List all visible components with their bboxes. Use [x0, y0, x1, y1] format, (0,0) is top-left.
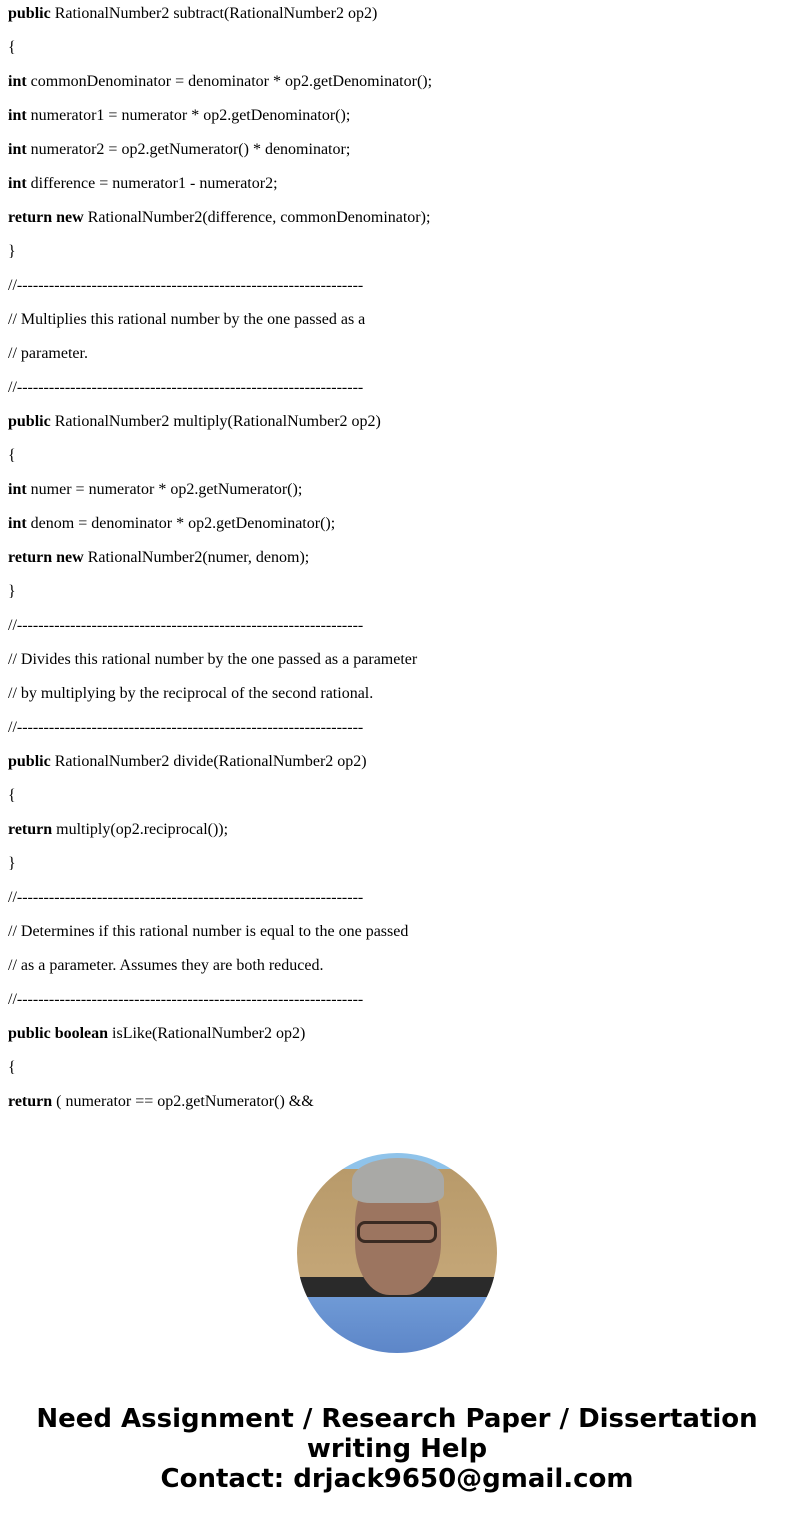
code-line	[8, 235, 432, 269]
code-line	[8, 201, 432, 235]
keyword: return	[8, 1093, 53, 1110]
hair	[352, 1158, 444, 1203]
code-text: //-----------------------------------------------------------------	[8, 617, 364, 634]
code-line	[8, 99, 432, 133]
code-text: numerator1 = numerator * op2.getDenominator();	[26, 107, 351, 124]
keyword: public	[8, 5, 51, 22]
code-text: RationalNumber2 multiply(RationalNumber2 op2)	[50, 413, 381, 430]
keyword: return new	[8, 549, 84, 566]
code-text: commonDenominator = denominator * op2.getDenominator();	[26, 73, 433, 90]
code-text: numer = numerator * op2.getNumerator();	[26, 481, 303, 498]
code-text: {	[8, 39, 16, 56]
code-line	[8, 813, 432, 847]
glasses-icon	[357, 1221, 437, 1243]
keyword: return new	[8, 209, 84, 226]
keyword: int	[8, 515, 27, 532]
keyword: int	[8, 141, 27, 158]
code-line	[8, 405, 432, 439]
footer-line-1: Need Assignment / Research Paper / Dissertation	[36, 1404, 758, 1434]
code-text: //-----------------------------------------------------------------	[8, 379, 364, 396]
footer-line-2: writing Help	[306, 1434, 488, 1464]
code-text: //-----------------------------------------------------------------	[8, 889, 364, 906]
code-line	[8, 677, 432, 711]
code-text: ( numerator == op2.getNumerator() &&	[52, 1093, 314, 1110]
code-line	[8, 847, 432, 881]
code-line	[8, 473, 432, 507]
code-text: {	[8, 1059, 16, 1076]
code-text: // by multiplying by the reciprocal of the second rational.	[8, 685, 374, 702]
code-line	[8, 575, 432, 609]
code-line	[8, 1051, 432, 1085]
code-text: }	[8, 855, 16, 872]
code-listing	[8, 0, 432, 1119]
keyword: return	[8, 821, 53, 838]
code-text: RationalNumber2 subtract(RationalNumber2 op2)	[50, 5, 378, 22]
keyword: int	[8, 107, 27, 124]
code-line	[8, 745, 432, 779]
keyword: public boolean	[8, 1025, 109, 1042]
code-line	[8, 507, 432, 541]
code-line	[8, 609, 432, 643]
code-line	[8, 711, 432, 745]
code-line	[8, 337, 432, 371]
code-line	[8, 303, 432, 337]
code-text: }	[8, 583, 16, 600]
code-text: multiply(op2.reciprocal());	[52, 821, 229, 838]
code-line	[8, 1085, 432, 1119]
code-text: }	[8, 243, 16, 260]
code-line	[8, 949, 432, 983]
keyword: public	[8, 413, 51, 430]
code-line	[8, 439, 432, 473]
code-line	[8, 983, 432, 1017]
code-text: {	[8, 787, 16, 804]
keyword: int	[8, 481, 27, 498]
keyword: int	[8, 175, 27, 192]
code-text: {	[8, 447, 16, 464]
code-line	[8, 133, 432, 167]
code-text: denom = denominator * op2.getDenominator();	[26, 515, 336, 532]
code-text: difference = numerator1 - numerator2;	[26, 175, 278, 192]
code-line	[8, 643, 432, 677]
code-line	[8, 881, 432, 915]
code-line	[8, 915, 432, 949]
keyword: public	[8, 753, 51, 770]
code-text: // parameter.	[8, 345, 88, 362]
code-line	[8, 269, 432, 303]
code-line	[8, 541, 432, 575]
code-line	[8, 779, 432, 813]
code-text: // as a parameter. Assumes they are both reduced.	[8, 957, 324, 974]
code-text: isLike(RationalNumber2 op2)	[108, 1025, 306, 1042]
code-text: // Divides this rational number by the one passed as a parameter	[8, 651, 418, 668]
code-text: RationalNumber2(difference, commonDenominator);	[83, 209, 431, 226]
author-photo	[297, 1153, 497, 1353]
code-line	[8, 167, 432, 201]
code-text: //-----------------------------------------------------------------	[8, 991, 364, 1008]
code-line	[8, 0, 432, 31]
code-text: //-----------------------------------------------------------------	[8, 277, 364, 294]
code-text: numerator2 = op2.getNumerator() * denominator;	[26, 141, 351, 158]
code-text: // Multiplies this rational number by the one passed as a	[8, 311, 366, 328]
code-line	[8, 371, 432, 405]
code-line	[8, 65, 432, 99]
code-text: RationalNumber2 divide(RationalNumber2 op2)	[50, 753, 367, 770]
footer-contact: Contact: drjack9650@gmail.com	[160, 1464, 634, 1494]
keyword: int	[8, 73, 27, 90]
code-text: RationalNumber2(numer, denom);	[83, 549, 310, 566]
code-line	[8, 1017, 432, 1051]
code-line	[8, 31, 432, 65]
code-text: // Determines if this rational number is equal to the one passed	[8, 923, 409, 940]
code-text: //-----------------------------------------------------------------	[8, 719, 364, 736]
contact-banner	[0, 1404, 794, 1494]
